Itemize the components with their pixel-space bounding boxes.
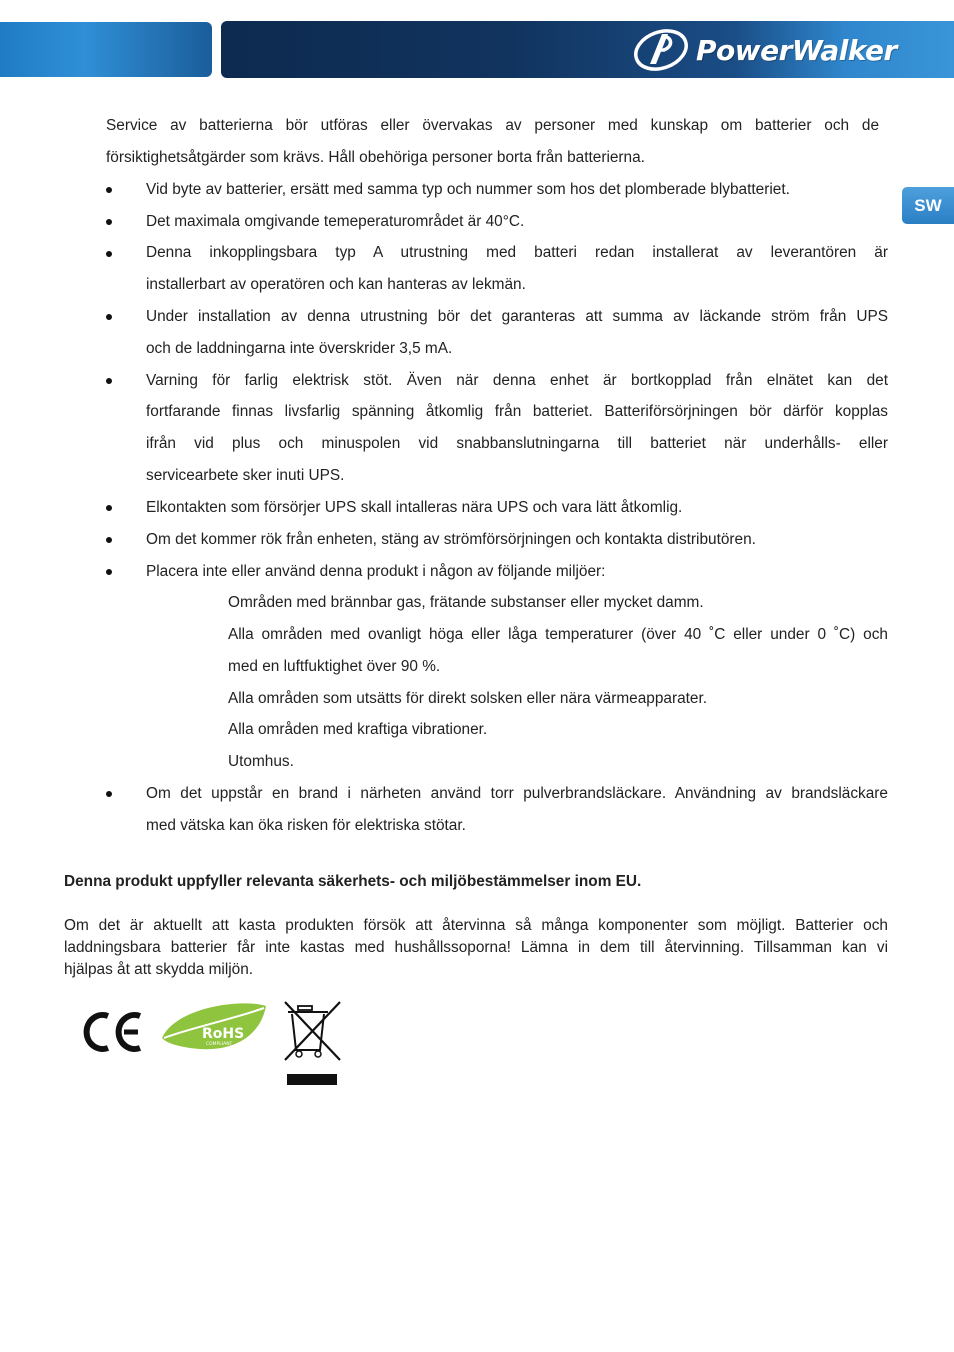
environment-item-4: Alla områden med kraftiga vibrationer. xyxy=(228,721,488,738)
ce-mark-icon xyxy=(87,1015,140,1049)
rohs-label: RoHS xyxy=(202,1026,245,1042)
bullet-5-line-1: Varning för farlig elektrisk stöt. Även när denna enhet är bortkopplad från elnätet kan det xyxy=(146,372,888,389)
recycling-line-2: laddningsbara batterier får inte kastas med hushållssoporna! Lämna in dem till återvinning. Tillsamman kan vi xyxy=(64,939,888,956)
bullet-marker xyxy=(106,187,112,193)
bullet-marker xyxy=(106,505,112,511)
language-tab[interactable]: SW xyxy=(902,187,954,224)
rohs-sublabel: COMPLIANT xyxy=(206,1042,233,1047)
environment-item-5: Utomhus. xyxy=(228,753,294,770)
header-left-band xyxy=(0,22,212,77)
bullet-marker xyxy=(106,251,112,257)
bullet-5-line-3: ifrån vid plus och minuspolen vid snabbanslutningarna till batteriet när underhålls- eller xyxy=(146,435,888,452)
bullet-marker xyxy=(106,537,112,543)
weee-bin-icon xyxy=(285,1002,340,1085)
bullet-4-line-1: Under installation av denna utrustning bör det garanteras att summa av läckande ström från UPS xyxy=(146,308,888,325)
environment-item-1: Områden med brännbar gas, frätande substanser eller mycket damm. xyxy=(228,594,704,611)
bullet-4-line-2: och de laddningarna inte överskrider 3,5 mA. xyxy=(146,340,453,357)
compliance-statement: Denna produkt uppfyller relevanta säkerhets- och miljöbestämmelser inom EU. xyxy=(64,873,642,890)
bullet-3-line-1: Denna inkopplingsbara typ A utrustning med batteri redan installerat av leverantören är xyxy=(146,244,888,261)
bullet-6-line-1: Elkontakten som försörjer UPS skall intalleras nära UPS och vara lätt åtkomlig. xyxy=(146,499,683,516)
certification-marks xyxy=(80,998,350,1093)
recycling-line-3: hjälpas åt att skydda miljön. xyxy=(64,961,254,978)
bullet-1-line-1: Vid byte av batterier, ersätt med samma typ och nummer som hos det plomberade blybatteriet. xyxy=(146,181,790,198)
bullet-marker xyxy=(106,314,112,320)
bullet-marker xyxy=(106,569,112,575)
bullet-marker xyxy=(106,378,112,384)
powerwalker-swirl-icon xyxy=(632,28,690,72)
intro-line-1: Service av batterierna bör utföras eller övervakas av personer med kunskap om batterier och de xyxy=(106,117,879,134)
powerwalker-logo xyxy=(632,27,944,73)
brand-name: PowerWalker xyxy=(696,33,897,67)
bullet-7-line-1: Om det kommer rök från enheten, stäng av strömförsörjningen och kontakta distributören. xyxy=(146,531,756,548)
bullet-marker xyxy=(106,219,112,225)
environment-item-2-cont: med en luftfuktighet över 90 %. xyxy=(228,658,441,675)
rohs-leaf-icon xyxy=(162,1003,266,1049)
fire-line-2: med vätska kan öka risken för elektriska stötar. xyxy=(146,817,466,834)
bullet-8-line-1: Placera inte eller använd denna produkt i någon av följande miljöer: xyxy=(146,563,606,580)
fire-line-1: Om det uppstår en brand i närheten använd torr pulverbrandsläckare. Användning av brandsläckare xyxy=(146,785,888,802)
bullet-3-line-2: installerbart av operatören och kan hanteras av lekmän. xyxy=(146,276,526,293)
environment-item-3: Alla områden som utsätts för direkt solsken eller nära värmeapparater. xyxy=(228,690,708,707)
environment-item-2: Alla områden med ovanligt höga eller låga temperaturer (över 40 ˚C eller under 0 ˚C) och xyxy=(228,626,888,643)
bullet-5-line-2: fortfarande finnas livsfarlig spänning åtkomlig från batteriet. Batteriförsörjningen bör därför kopplas xyxy=(146,403,888,420)
intro-line-2: försiktighetsåtgärder som krävs. Håll obehöriga personer borta från batterierna. xyxy=(106,149,645,166)
bullet-2-line-1: Det maximala omgivande temeperaturområdet är 40°C. xyxy=(146,213,525,230)
recycling-line-1: Om det är aktuellt att kasta produkten försök att återvinna så många komponenter som möjligt. Batterier och xyxy=(64,917,888,934)
bullet-5-line-4: servicearbete sker inuti UPS. xyxy=(146,467,345,484)
bullet-marker xyxy=(106,791,112,797)
